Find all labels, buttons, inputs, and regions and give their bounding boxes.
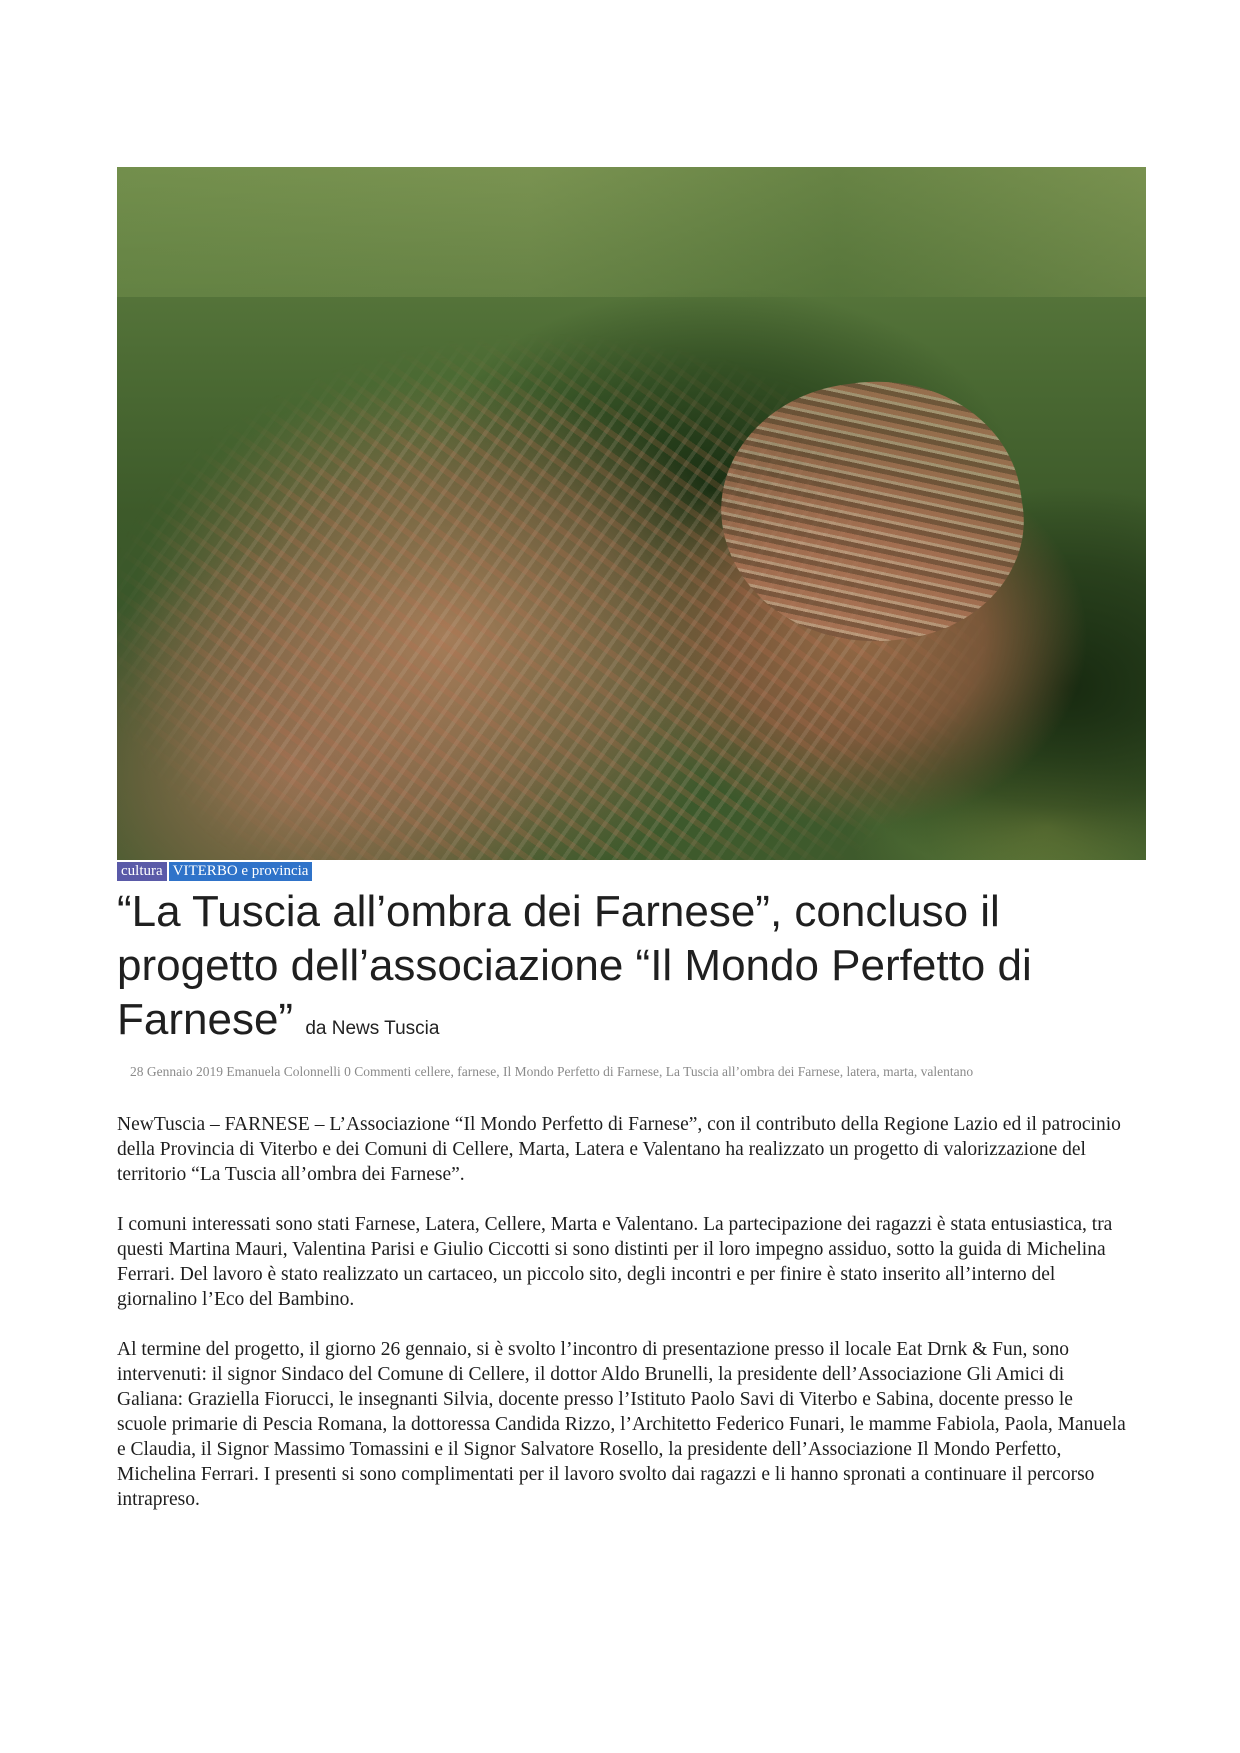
aerial-photo-of-town [117,167,1146,860]
tag-cultura[interactable]: cultura [117,862,167,881]
tag-viterbo-provincia[interactable]: VITERBO e provincia [169,862,313,881]
body-paragraph-2: I comuni interessati sono stati Farnese, Latera, Cellere, Marta e Valentano. La partecipazione dei ragazzi è stata entusiastica, tra questi Martina Mauri, Valentina Parisi e Giulio Ciccotti si sono distinti per il loro impegno assiduo, sotto la guida di Michelina Ferrari. Del lavoro è stato realizzato un cartaceo, un piccolo sito, degli incontri e per finire è stato inserito all’interno del giornalino l’Eco del Bambino. [117,1214,1113,1310]
article-source: da News Tuscia [305,1018,440,1039]
body-paragraph-3: Al termine del progetto, il giorno 26 gennaio, si è svolto l’incontro di presentazione presso il locale Eat Drnk & Fun, sono intervenuti: il signor Sindaco del Comune di Cellere, il dottor Aldo Brunelli, la presidente dell’Associazione Gli Amici di Galiana: Graziella Fiorucci, le insegnanti Silvia, docente presso l’Istituto Paolo Savi di Viterbo e Sabina, docente presso le scuole primarie di Pescia Romana, la dottoressa Candida Rizzo, l’Architetto Federico Funari, le mamme Fabiola, Paola, Manuela e Claudia, il Signor Massimo Tomassini e il Signor Salvatore Rosello, la presidente dell’Associazione Il Mondo Perfetto, Michelina Ferrari. I presenti si sono complimentati per il lavoro svolto dai ragazzi e li hanno spronati a continuare il percorso intrapreso. [117,1339,1126,1510]
headline-text: “La Tuscia all’ombra dei Farnese”, concluso il progetto dell’associazione “Il Mondo Perfetto di Farnese” [117,887,1032,1044]
article-body [117,1112,1127,1537]
article-headline [117,885,1127,1056]
body-paragraph-1: NewTuscia – FARNESE – L’Associazione “Il Mondo Perfetto di Farnese”, con il contributo della Regione Lazio ed il patrocinio della Provincia di Viterbo e dei Comuni di Cellere, Marta, Latera e Valentano ha realizzato un progetto di valorizzazione del territorio “La Tuscia all’ombra dei Farnese”. [117,1114,1121,1185]
category-tags [117,862,312,881]
article-meta-line: 28 Gennaio 2019 Emanuela Colonnelli 0 Commenti cellere, farnese, Il Mondo Perfetto di Farnese, La Tuscia all’ombra dei Farnese, latera, marta, valentano [130,1064,974,1079]
